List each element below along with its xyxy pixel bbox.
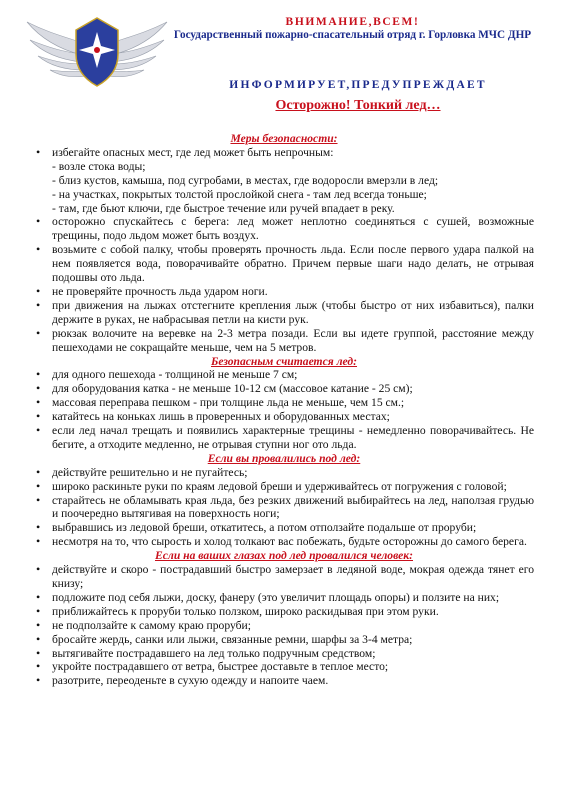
section-title: Если на ваших глазах под лед провалился человек: <box>154 549 413 563</box>
bullet-item: • вытягивайте пострадавшего на лед только подручным средством; <box>34 647 534 661</box>
section-title: Безопасным считается лед: <box>210 354 358 368</box>
bullet-item: • бросайте жердь, санки или лыжи, связанные ремни, шарфы за 3-4 метра; <box>34 633 534 647</box>
section-list <box>34 368 534 451</box>
safety-content <box>34 132 534 688</box>
header <box>150 16 555 41</box>
attention-heading: ВНИМАНИЕ,ВСЕМ! <box>285 16 420 28</box>
sub-item: - близ кустов, камыша, под сугробами, в местах, где водоросли вмерзли в лед; <box>52 173 439 187</box>
bullet-item: • для оборудования катка - не меньше 10-12 см (массовое катание - 25 см); <box>34 382 534 396</box>
bullet-item: • действуйте решительно и не пугайтесь; <box>34 466 534 480</box>
bullet-item: • действуйте и скоро - пострадавший быстро замерзает в ледяной воде, мокрая одежда тянет его книзу; <box>34 563 534 591</box>
section-list <box>34 563 534 688</box>
section-list <box>34 466 534 549</box>
bullet-item: • разотрите, переоденьте в сухую одежду и напоите чаем. <box>34 674 534 688</box>
bullet-item: • при движения на лыжах отстегните крепления лыж (чтобы быстро от них избавиться), палки держите в руках, не набрасывая петли на кисти рук. <box>34 299 534 327</box>
bullet-item: • возьмите с собой палку, чтобы проверять прочность льда. Если после первого удара палкой на нем появляется вода, поворачивайте обратно. Причем первые шаги надо делать, не отрывая подошвы ото льда. <box>34 243 534 285</box>
sub-item: - возле стока воды; <box>52 159 146 173</box>
bullet-item: • катайтесь на коньках лишь в проверенных и оборудованных местах; <box>34 410 534 424</box>
bullet-item: • выбравшись из ледовой бреши, откатитесь, а потом отползайте подальше от проруби; <box>34 521 534 535</box>
sub-item: - на участках, покрытых толстой прослойкой снега - там лед всегда тоньше; <box>52 187 427 201</box>
section-title: Меры безопасности: <box>230 132 338 145</box>
warning-title: Осторожно! Тонкий лед… <box>275 98 441 113</box>
bullet-item: • осторожно спускайтесь с берега: лед может неплотно соединяться с сушей, возможные трещины, подо льдом может быть воздух. <box>34 215 534 243</box>
bullet-item: • широко раскиньте руки по краям ледовой бреши и удерживайтесь от погружения с головой; <box>34 480 534 494</box>
informs-heading: ИНФОРМИРУЕТ,ПРЕДУПРЕЖДАЕТ <box>229 79 487 91</box>
sub-item: - там, где бьют ключи, где быстрое течение или ручей впадает в реку. <box>52 201 395 215</box>
bullet-item: • приближайтесь к проруби только ползком, широко раскидывая при этом руки. <box>34 605 534 619</box>
section-list <box>34 146 534 355</box>
bullet-item: • массовая переправа пешком - при толщине льда не меньше, чем 15 см.; <box>34 396 534 410</box>
bullet-item: • не проверяйте прочность льда ударом ноги. <box>34 285 534 299</box>
bullet-item: • не подползайте к самому краю проруби; <box>34 619 534 633</box>
bullet-item: • несмотря на то, что сырость и холод толкают вас побежать, будьте осторожны до самого берега. <box>34 535 534 549</box>
bullet-item: • подложите под себя лыжи, доску, фанеру (это увеличит площадь опоры) и ползите на них; <box>34 591 534 605</box>
bullet-item: • если лед начал трещать и появились характерные трещины - немедленно поворачивайтесь. Не бегите, а отходите медленно, не отрывая ступни ног ото льда. <box>34 424 534 452</box>
bullet-item: • укройте пострадавшего от ветра, быстрее доставьте в теплое место; <box>34 660 534 674</box>
bullet-item: • избегайте опасных мест, где лед может быть непрочным: <box>34 146 534 160</box>
bullet-item: • для одного пешехода - толщиной не меньше 7 см; <box>34 368 534 382</box>
organization-name: Государственный пожарно-спасательный отряд г. Горловка МЧС ДНР <box>173 29 532 41</box>
bullet-item: • старайтесь не обламывать края льда, без резких движений выбирайтесь на лед, наползая грудью и поочередно вытягивая на поверхность ноги; <box>34 494 534 522</box>
bullet-item: • рюкзак волочите на веревке на 2-3 метра позади. Если вы идете группой, расстояние между пешеходами не сокращайте меньше, чем на 5 метров. <box>34 327 534 355</box>
section-title: Если вы провалились под лед: <box>207 451 361 465</box>
